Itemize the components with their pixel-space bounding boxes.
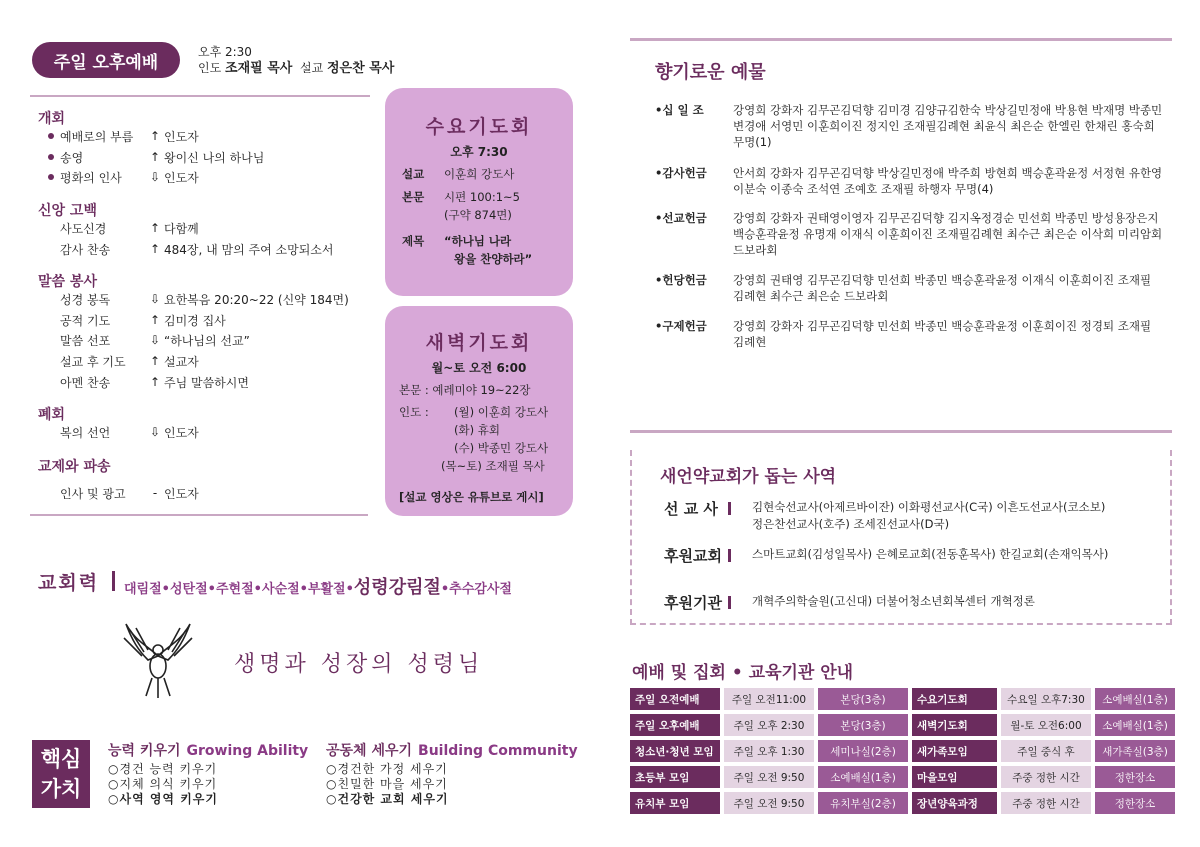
order-item: 사도신경 ↑ 다함께 xyxy=(60,221,199,236)
dove-icon xyxy=(118,616,198,702)
order-item: 예배로의 부름 ↑ 인도자 xyxy=(60,127,199,145)
dawn-prayer-box: 새벽기도회 월~토 오전 6:00 본문 : 예레미야 19~22장 인도 : (월) 이훈희 강도사 (화) 휴회 (수) 박종민 강도사 (목~토) 조재필 목사 [설교 영상은 유튜브로 게시] xyxy=(385,306,573,516)
table-cell: 주일 오후예배 xyxy=(630,714,720,736)
dawn-note: [설교 영상은 유튜브로 게시] xyxy=(399,490,544,504)
current-season: 성령강림절 xyxy=(353,577,441,598)
sit-arrow-icon: ⇩ xyxy=(149,425,161,439)
preacher-label: 설교 xyxy=(299,61,324,75)
wednesday-text: 시편 100:1~5 xyxy=(444,190,520,204)
sit-arrow-icon: ⇩ xyxy=(149,292,161,306)
support-church-label: 후원교회 xyxy=(664,547,722,565)
table-cell: 주일 오전11:00 xyxy=(724,688,814,710)
divider xyxy=(30,95,370,97)
worship-title: 주일 오후예배 xyxy=(32,42,180,78)
stand-arrow-icon: ↑ xyxy=(149,354,161,368)
divider xyxy=(30,514,368,516)
table-cell: 수요기도회 xyxy=(912,688,997,710)
table-cell: 본당(3층) xyxy=(818,714,908,736)
section-word: 말씀 봉사 xyxy=(38,274,97,290)
wednesday-time: 오후 7:30 xyxy=(450,145,508,159)
table-cell: 주중 정한 시간 xyxy=(1001,792,1091,814)
order-item: 성경 봉독 ⇩ 요한복음 20:20~22 (신약 184면) xyxy=(60,292,349,307)
dawn-time: 월~토 오전 6:00 xyxy=(431,361,527,375)
order-item: 감사 찬송 ↑ 484장, 내 맘의 주여 소망되소서 xyxy=(60,242,334,257)
order-item: 인사 및 광고 - 인도자 xyxy=(60,486,199,501)
sit-arrow-icon: ⇩ xyxy=(149,170,161,184)
missionary-label: 선 교 사 xyxy=(664,500,718,518)
worship-info xyxy=(198,44,394,77)
stand-arrow-icon: ↑ xyxy=(149,221,161,235)
order-item: 평화의 인사 ⇩ 인도자 xyxy=(60,168,199,186)
table-cell: 월-토 오전6:00 xyxy=(1001,714,1091,736)
table-cell: 초등부 모임 xyxy=(630,766,720,788)
growing-list: ○경건 능력 키우기 ○지체 의식 키우기 ○사역 영역 키우기 xyxy=(108,762,218,806)
divider xyxy=(728,549,731,562)
divider xyxy=(728,502,731,515)
bullet-icon xyxy=(48,174,54,180)
building-heading: 공동체 세우기 Building Community xyxy=(326,743,578,759)
missionary-list: 김현숙선교사(아제르바이잔) 이화평선교사(C국) 이흔도선교사(코소보) 정은찬선교사(호주) 조세진선교사(D국) xyxy=(752,500,1106,531)
order-item: 아멘 찬송 ↑ 주님 말씀하시면 xyxy=(60,375,249,390)
divider xyxy=(112,571,115,591)
stand-arrow-icon: ↑ xyxy=(149,150,161,164)
support-org-list: 개혁주의학술원(고신대) 더불어청소년회복센터 개혁정론 xyxy=(752,594,1035,608)
table-cell: 주일 오전 9:50 xyxy=(724,766,814,788)
wednesday-topic: “하나님 나라 xyxy=(444,234,512,248)
sit-arrow-icon: ⇩ xyxy=(149,333,161,347)
order-item: 말씀 선포 ⇩ “하나님의 선교” xyxy=(60,333,250,348)
bullet-icon xyxy=(48,154,54,160)
stand-arrow-icon: ↑ xyxy=(149,375,161,389)
table-cell: 소예배실(1층) xyxy=(1095,714,1175,736)
dawn-title: 새벽기도회 xyxy=(425,332,533,354)
core-values-box: 핵심 가치 xyxy=(32,740,90,808)
table-cell: 주일 오전예배 xyxy=(630,688,720,710)
divider xyxy=(630,38,1172,41)
table-cell: 새가족모임 xyxy=(912,740,997,762)
table-cell: 유치부실(2층) xyxy=(818,792,908,814)
table-cell: 주중 정한 시간 xyxy=(1001,766,1091,788)
table-cell: 주일 중식 후 xyxy=(1001,740,1091,762)
gatherings-table xyxy=(630,688,1175,814)
table-cell: 주일 오전 9:50 xyxy=(724,792,814,814)
slogan: 생명과 성장의 성령님 xyxy=(234,652,484,677)
building-list: ○경건한 가정 세우기 ○친밀한 마을 세우기 ○건강한 교회 세우기 xyxy=(326,762,449,806)
table-cell: 주일 오후 2:30 xyxy=(724,714,814,736)
table-cell: 유치부 모임 xyxy=(630,792,720,814)
bullet-icon xyxy=(48,133,54,139)
table-cell: 정한장소 xyxy=(1095,766,1175,788)
table-cell: 정한장소 xyxy=(1095,792,1175,814)
section-opening: 개회 xyxy=(38,111,66,127)
stand-arrow-icon: ↑ xyxy=(149,313,161,327)
divider xyxy=(728,596,731,609)
support-org-label: 후원기관 xyxy=(664,594,722,612)
support-church-list: 스마트교회(김성일목사) 은혜로교회(전동훈목사) 한길교회(손재익목사) xyxy=(752,547,1109,561)
divider xyxy=(630,430,1172,433)
church-calendar-label: 교회력 xyxy=(38,572,100,594)
order-item: 설교 후 기도 ↑ 설교자 xyxy=(60,354,199,369)
wednesday-preacher: 이훈희 강도사 xyxy=(444,167,515,181)
leader-name: 조재필 목사 xyxy=(225,61,293,76)
table-cell: 소예배실(1층) xyxy=(1095,688,1175,710)
wednesday-prayer-box: 수요기도회 오후 7:30 설교 이훈희 강도사 본문 시편 100:1~5 (구약 874면) 제목 “하나님 나라 왕을 찬양하라” xyxy=(385,88,573,296)
order-item: 공적 기도 ↑ 김미경 집사 xyxy=(60,313,226,328)
section-fellowship: 교제와 파송 xyxy=(38,459,111,475)
preacher-name: 정은찬 목사 xyxy=(327,61,395,76)
mission-title: 새언약교회가 돕는 사역 xyxy=(660,467,837,487)
growing-heading: 능력 키우기 Growing Ability xyxy=(108,743,309,759)
section-closing: 폐회 xyxy=(38,407,66,423)
table-cell: 장년양육과정 xyxy=(912,792,997,814)
table-cell: 새가족실(3층) xyxy=(1095,740,1175,762)
order-item: 송영 ↑ 왕이신 나의 하나님 xyxy=(60,148,264,166)
table-cell: 새벽기도회 xyxy=(912,714,997,736)
order-item: 복의 선언 ⇩ 인도자 xyxy=(60,425,199,440)
table-cell: 마을모임 xyxy=(912,766,997,788)
wednesday-title: 수요기도회 xyxy=(425,116,533,138)
leader-label: 인도 xyxy=(198,61,222,75)
offering-title: 향기로운 예물 xyxy=(655,62,766,83)
worship-time: 오후 2:30 xyxy=(198,45,252,59)
table-cell: 청소년·청년 모임 xyxy=(630,740,720,762)
calendar-seasons: 대림절•성탄절•주현절•사순절•부활절•성령강림절•추수감사절 xyxy=(124,577,512,598)
table-cell: 수요일 오후7:30 xyxy=(1001,688,1091,710)
table-cell: 본당(3층) xyxy=(818,688,908,710)
section-confession: 신앙 고백 xyxy=(38,203,97,219)
table-cell: 주일 오후 1:30 xyxy=(724,740,814,762)
stand-arrow-icon: ↑ xyxy=(149,242,161,256)
gatherings-title: 예배 및 집회 • 교육기관 안내 xyxy=(632,663,854,683)
dawn-text: 본문 : 예레미야 19~22장 xyxy=(399,383,531,397)
stand-arrow-icon: ↑ xyxy=(149,129,161,143)
table-cell: 소예배실(1층) xyxy=(818,766,908,788)
table-cell: 세미나실(2층) xyxy=(818,740,908,762)
